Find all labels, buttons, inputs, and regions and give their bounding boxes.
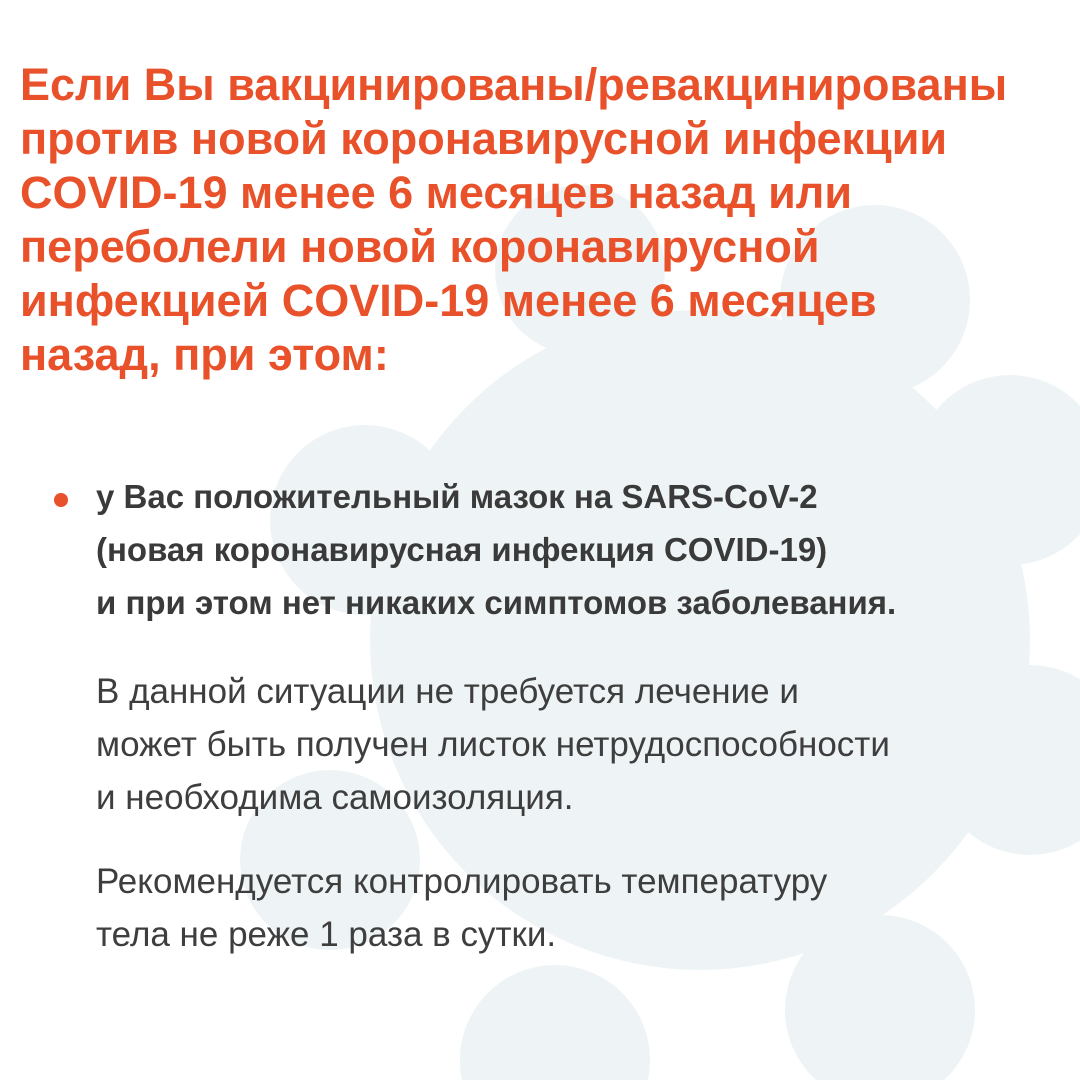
headline-line: назад, при этом: (20, 329, 389, 380)
bullet-dot-icon (54, 493, 68, 507)
headline-line: инфекцией COVID-19 менее 6 месяцев (20, 275, 877, 326)
paragraph-line: тела не реже 1 раза в сутки. (96, 915, 557, 954)
paragraph-line: и необходима самоизоляция. (96, 778, 574, 817)
headline-line: Если Вы вакцинированы/ревакцинированы (20, 59, 1008, 110)
bullet-line: и при этом нет никаких симптомов заболевания. (96, 584, 897, 621)
temperature-paragraph (96, 855, 827, 961)
headline-line: против новой коронавирусной инфекции (20, 113, 948, 164)
bullet-text (96, 470, 896, 629)
paragraph-line: В данной ситуации не требуется лечение и (96, 672, 799, 711)
bullet-line: у Вас положительный мазок на SARS-CoV-2 (96, 478, 818, 515)
treatment-paragraph (96, 665, 890, 824)
headline-line: переболели новой коронавирусной (20, 221, 820, 272)
paragraph-line: может быть получен листок нетрудоспособности (96, 725, 890, 764)
headline-line: COVID-19 менее 6 месяцев назад или (20, 167, 853, 218)
headline (20, 58, 1070, 382)
bullet-line: (новая коронавирусная инфекция COVID-19) (96, 531, 828, 568)
paragraph-line: Рекомендуется контролировать температуру (96, 862, 828, 901)
